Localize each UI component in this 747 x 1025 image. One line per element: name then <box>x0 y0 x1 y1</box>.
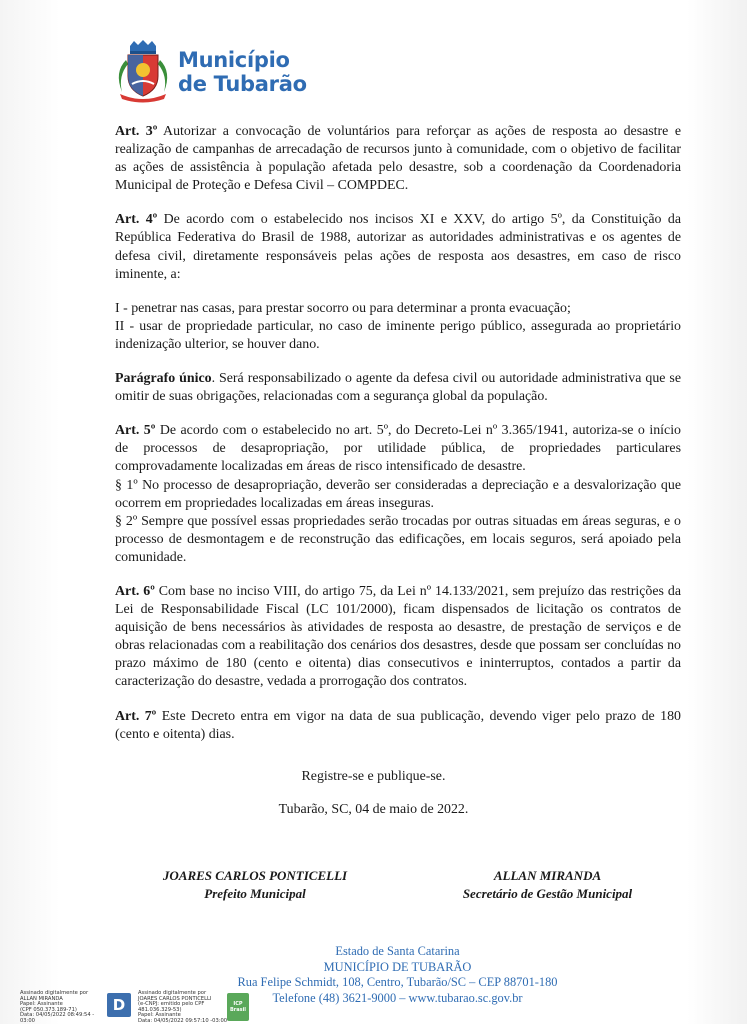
article-7 <box>115 708 681 744</box>
logo-line-1: Município <box>178 48 290 72</box>
article-6 <box>115 583 681 692</box>
stamp-line: 03:00 <box>20 1017 35 1024</box>
decree-body <box>115 123 681 760</box>
signer-title: Secretário de Gestão Municipal <box>462 886 633 901</box>
stamp-line: Papel: Assinante <box>138 1012 181 1019</box>
article-label: Art. 3º <box>115 124 158 139</box>
stamp-line: Papel: Assinante <box>20 1001 63 1008</box>
stamp-line: Data: 04/05/2022 08:49:54 - <box>20 1012 95 1019</box>
signature-secretary <box>420 867 675 903</box>
page-footer <box>200 944 595 1006</box>
signer-name: ALLAN MIRANDA <box>493 868 602 883</box>
signature-d-badge-icon: D <box>107 993 131 1017</box>
article-label: Art. 4º <box>115 212 158 228</box>
sole-paragraph <box>115 370 681 406</box>
footer-state: Estado de Santa Catarina <box>335 944 460 958</box>
article-text: Autorizar a convocação de voluntários para reforçar as ações de resposta ao desastre e realização de campanhas de arrecadação de recursos junto à comunidade, com o objetivo de facilitar as ações de assistência à população afetada pelo desastre, sob a coordenação da Coordenadoria Municipal de Proteção e Defesa Civil – COMPDEC. <box>115 124 681 194</box>
icp-brasil-badge-icon: ICP Brasil <box>227 993 249 1021</box>
paragraph-text: . Será responsabilizado o agente da defesa civil ou autoridade administrativa que se omitir de suas obrigações, relacionadas com a segurança global da população. <box>115 371 681 405</box>
coat-of-arms-icon <box>112 40 174 104</box>
registre-line: Registre-se e publique-se. <box>301 769 446 784</box>
stamp-line: ALLAN MIRANDA <box>20 995 63 1002</box>
stamp-line: (CPF 050.373.189-71) <box>20 1006 77 1013</box>
stamp-line: 481.036.329-53) <box>138 1006 182 1013</box>
article-text: De acordo com o estabelecido no art. 5º, do Decreto-Lei nº 3.365/1941, autoriza-se o início de processos de desapropriação, por utilidade pública, de propriedades particulares comprovadamente localizadas em áreas de risco intensificado de desastre. <box>115 423 681 475</box>
footer-address: Rua Felipe Schmidt, 108, Centro, Tubarão/SC – CEP 88701-180 <box>237 975 558 989</box>
digital-signature-stamp-middle <box>138 991 228 1025</box>
signer-name: JOARES CARLOS PONTICELLI <box>162 868 348 883</box>
article-label: Art. 5º <box>115 423 156 439</box>
stamp-line: Assinado digitalmente por <box>20 990 89 996</box>
municipality-logo-text <box>178 48 307 96</box>
logo-line-2: de Tubarão <box>178 72 307 96</box>
stamp-line: (e-CNPJ: emitido pelo CPF <box>138 1001 205 1008</box>
place-date: Tubarão, SC, 04 de maio de 2022. <box>278 802 469 817</box>
article-label: Art. 7º <box>115 708 157 724</box>
article-5-paragraph-1: § 1º No processo de desapropriação, deverão ser consideradas a depreciação e a desvalorização que ocorrem em propriedades localizadas em áreas inseguras. <box>115 477 681 511</box>
stamp-line: Data: 04/05/2022 09:57:10 -03:00 <box>138 1017 228 1024</box>
paragraph-label: Parágrafo único <box>115 371 212 387</box>
article-text: De acordo com o estabelecido nos incisos XI e XXV, do artigo 5º, da Constituição da República Federativa do Brasil de 1988, autorizar as autoridades administrativas e os agentes de defesa civil, diretamente responsáveis pelas ações de resposta aos desastres, em caso de risco iminente, a: <box>115 212 681 282</box>
article-3 <box>115 123 681 195</box>
stamp-line: JOARES CARLOS PONTICELLI <box>138 995 212 1002</box>
footer-municipality: MUNICÍPIO DE TUBARÃO <box>323 959 472 974</box>
article-5-paragraph-2: § 2º Sempre que possível essas propriedades serão trocadas por outras situadas em áreas seguras, e o processo de desmontagem e de reconstrução das edificações, em locais seguros, será apoiado pela comunidade. <box>115 513 681 565</box>
article-text: Este Decreto entra em vigor na data de sua publicação, devendo viger pelo prazo de 180 (cento e oitenta) dias. <box>115 708 681 742</box>
footer-contact: Telefone (48) 3621-9000 – www.tubarao.sc.gov.br <box>272 990 523 1005</box>
article-text: Com base no inciso VIII, do artigo 75, da Lei nº 14.133/2021, sem prejuízo das restrições da Lei de Responsabilidade Fiscal (LC 101/2000), ficam dispensados de licitação os contratos de aquisição de bens necessários às atividades de resposta ao desastre, de prestação de serviços e de obras relacionadas com a reabilitação dos cenários dos desastres, desde que possam ser concluídas no prazo máximo de 180 (cento e oitenta) dias consecutivos e ininterruptos, contados a partir da caracterização do desastre, vedada a prorrogação dos contratos. <box>115 583 681 690</box>
item-i: I - penetrar nas casas, para prestar socorro ou para determinar a pronta evacuação; <box>115 300 571 316</box>
article-label: Art. 6º <box>115 583 155 599</box>
item-ii: II - usar de propriedade particular, no caso de iminente perigo público, assegurada ao proprietário indenização ulterior, se houver dano. <box>115 318 681 352</box>
signature-mayor <box>130 867 380 903</box>
letterhead <box>112 40 307 104</box>
signer-title: Prefeito Municipal <box>204 886 306 901</box>
article-5 <box>115 422 681 476</box>
article-4 <box>115 211 681 283</box>
digital-signature-stamp-left <box>20 991 98 1025</box>
stamp-line: Assinado digitalmente por <box>138 990 207 996</box>
